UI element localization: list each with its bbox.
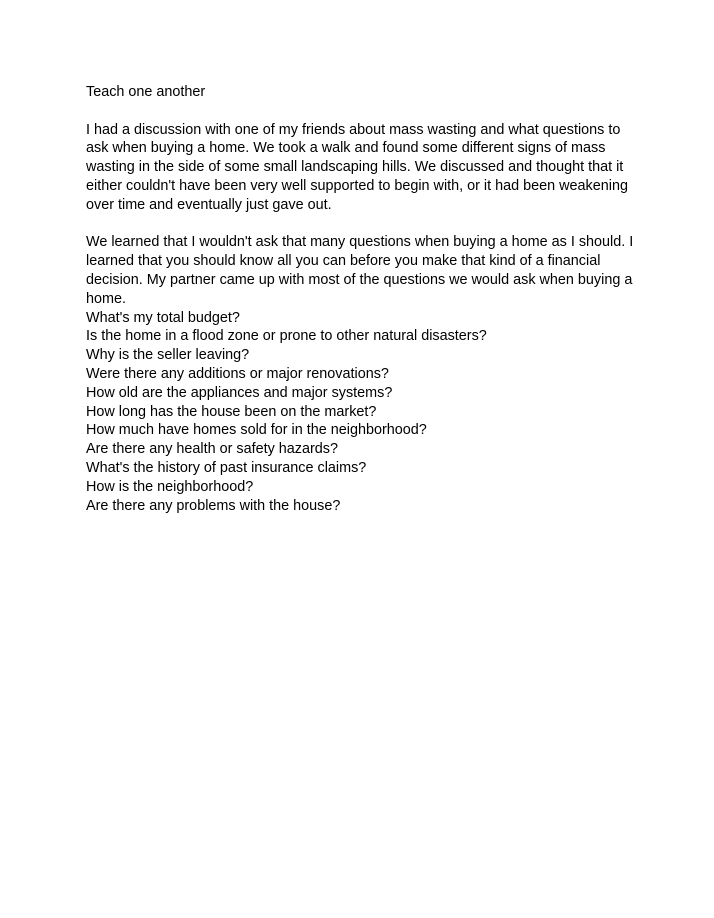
paragraph-discussion: I had a discussion with one of my friends about mass wasting and what questions to ask when buying a home. We took a walk and found some different signs of mass wasting in the side of some small landscaping hills. We discussed and thought that it either couldn't have been very well supported to begin with, or it had been weakening over time and eventually just gave out. — [86, 121, 628, 213]
question-list — [86, 309, 646, 516]
question-item: How old are the appliances and major systems? — [86, 384, 393, 401]
question-item: Were there any additions or major renovations? — [86, 365, 389, 382]
question-item: How long has the house been on the market? — [86, 403, 377, 420]
question-item: How much have homes sold for in the neighborhood? — [86, 422, 427, 439]
document-body — [86, 83, 646, 515]
question-item: How is the neighborhood? — [86, 478, 254, 495]
document-title: Teach one another — [86, 84, 206, 100]
question-item: Are there any health or safety hazards? — [86, 441, 338, 458]
question-item: What's the history of past insurance claims? — [86, 459, 367, 476]
question-item: Why is the seller leaving? — [86, 347, 250, 364]
question-item: Is the home in a flood zone or prone to other natural disasters? — [86, 328, 487, 345]
paragraph-learned: We learned that I wouldn't ask that many questions when buying a home as I should. I learned that you should know all you can before you make that kind of a financial decision. My partner came up with most of the questions we would ask when buying a home. — [86, 234, 634, 307]
question-item: What's my total budget? — [86, 309, 240, 326]
question-item: Are there any problems with the house? — [86, 497, 341, 514]
